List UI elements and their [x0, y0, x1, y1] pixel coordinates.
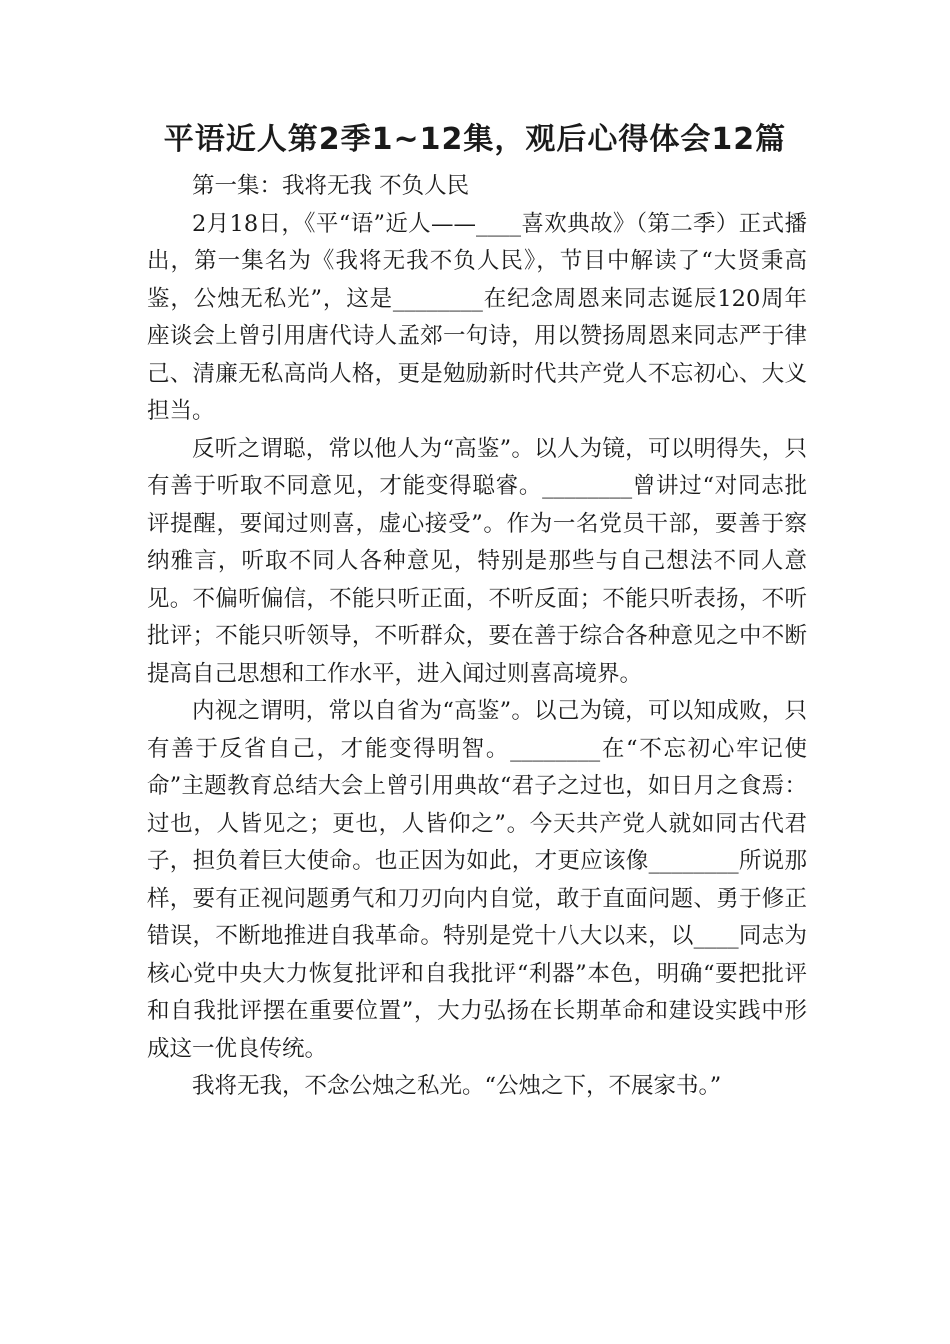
document-body: [147, 168, 807, 1106]
body-paragraph: 我将无我，不念公烛之私光。“公烛之下，不展家书。”: [192, 1073, 722, 1099]
body-paragraph: 内视之谓明，常以自省为“高鉴”。以己为镜，可以知成败，只有善于反省自己，才能变得明智。________在“不忘初心牢记使命”主题教育总结大会上曾引用典故“君子之过也，如日月之食焉：过也，人皆见之；更也，人皆仰之”。今天共产党人就如同古代君子，担负着巨大使命。也正因为如此，才更应该像________所说那样，要有正视问题勇气和刀刃向内自觉，敢于直面问题、勇于修正错误，不断地推进自我革命。特别是党十八大以来，以____同志为核心党中央大力恢复批评和自我批评“利器”本色，明确“要把批评和自我批评摆在重要位置”，大力弘扬在长期革命和建设实践中形成这一优良传统。: [147, 698, 807, 1062]
episode-heading: 第一集：我将无我 不负人民: [192, 173, 470, 199]
body-paragraph: 2月18日，《平“语”近人——____喜欢典故》（第二季）正式播出，第一集名为《我将无我不负人民》，节目中解读了“大贤秉高鉴，公烛无私光”，这是________在纪念周恩来同志诞辰120周年座谈会上曾引用唐代诗人孟郊一句诗，用以赞扬周恩来同志严于律己、清廉无私高尚人格，更是勉励新时代共产党人不忘初心、大义担当。: [147, 210, 807, 424]
body-paragraph: 反听之谓聪，常以他人为“高鉴”。以人为镜，可以明得失，只有善于听取不同意见，才能变得聪睿。________曾讲过“对同志批评提醒，要闻过则喜，虚心接受”。作为一名党员干部，要善于察纳雅言，听取不同人各种意见，特别是那些与自己想法不同人意见。不偏听偏信，不能只听正面，不听反面；不能只听表扬，不听批评；不能只听领导，不听群众，要在善于综合各种意见之中不断提高自己思想和工作水平，进入闻过则喜高境界。: [147, 435, 807, 687]
document-title: 平语近人第2季1~12集，观后心得体会12篇: [163, 122, 787, 157]
